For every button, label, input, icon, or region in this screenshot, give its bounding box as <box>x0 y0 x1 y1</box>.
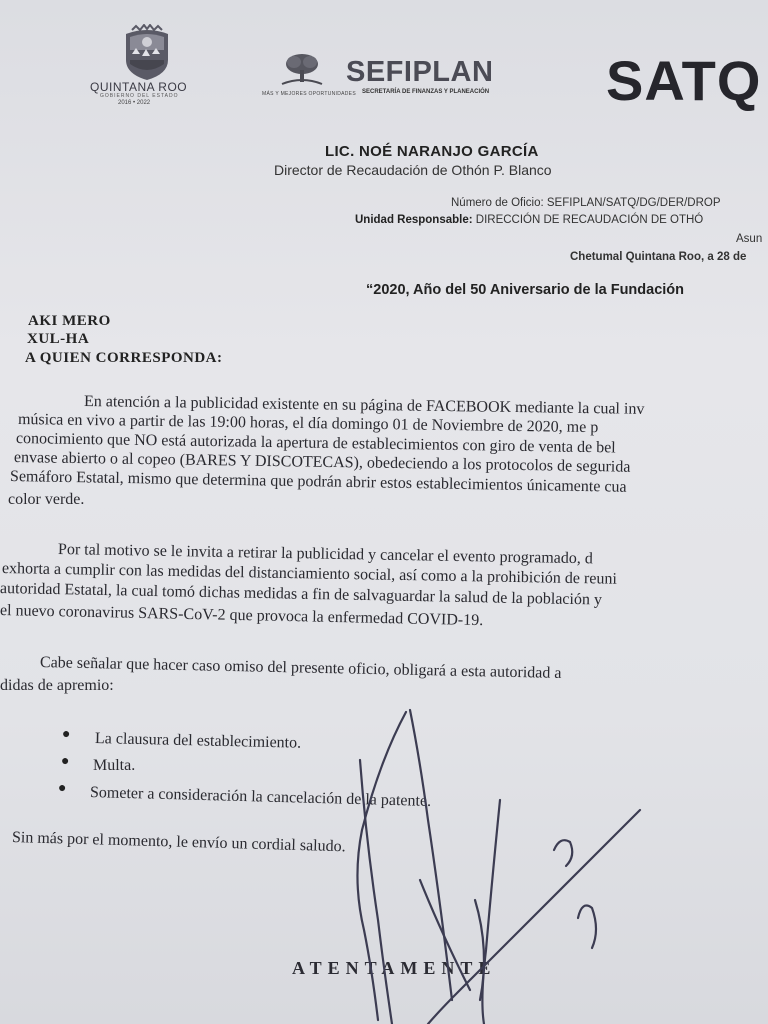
bullet-dot-icon: ● <box>58 781 67 796</box>
unidad-value: DIRECCIÓN DE RECAUDACIÓN DE OTHÓ <box>475 214 704 226</box>
year-motto: “2020, Año del 50 Aniversario de la Fundación <box>366 282 685 298</box>
recipient-line-3: A QUIEN CORRESPONDA: <box>25 350 223 366</box>
sender-title: Director de Recaudación de Othón P. Blanco <box>274 162 552 178</box>
bullet-dot-icon: ● <box>61 754 70 769</box>
p1-line-6: color verde. <box>8 491 85 508</box>
bullet-item-1: La clausura del establecimiento. <box>94 730 302 752</box>
p1-line-2: música en vivo a partir de las 19:00 horas, el día domingo 01 de Noviembre de 2020, me p <box>17 411 599 437</box>
p3-line-2: didas de apremio: <box>0 677 114 694</box>
p1-line-5: Semáforo Estatal, mismo que determina que podrán abrir estos establecimientos únicamente cua <box>9 468 627 496</box>
unidad-label: Unidad Responsable: <box>355 214 473 226</box>
p1-line-3: conocimiento que NO está autorizada la apertura de establecimientos con giro de venta de bel <box>15 430 616 457</box>
recipient-line-1: AKI MERO <box>28 313 111 329</box>
tree-logo-icon <box>276 50 328 90</box>
closing-line: Sin más por el momento, le envío un cordial saludo. <box>11 829 346 856</box>
bullet-dot-icon: ● <box>62 727 71 742</box>
p2-line-1: Por tal motivo se le invita a retirar la publicidad y cancelar el evento programado, d <box>57 541 593 568</box>
asunto-label: Asun <box>736 233 763 245</box>
place-date: Chetumal Quintana Roo, a 28 de <box>570 251 747 263</box>
state-name: QUINTANA ROO <box>90 80 188 94</box>
p3-line-1: Cabe señalar que hacer caso omiso del presente oficio, obligará a esta autoridad a <box>39 654 562 682</box>
oficio-label: Número de Oficio: <box>451 197 544 209</box>
satq-logo-text: SATQ <box>606 49 762 112</box>
p2-line-2: exhorta a cumplir con las medidas del distanciamiento social, así como a la prohibición de reuni <box>1 560 617 588</box>
bullet-item-2: Multa. <box>93 757 136 774</box>
recipient-line-2: XUL-HA <box>27 331 90 347</box>
bullet-item-3: Someter a consideración la cancelación de la patente. <box>89 784 432 810</box>
p1-line-4: envase abierto o al copeo (BARES Y DISCOTECAS), obedeciendo a los protocolos de segurida <box>13 449 631 476</box>
oficio-value: SEFIPLAN/SATQ/DG/DER/DROP <box>546 197 721 209</box>
state-tagline: GOBIERNO DEL ESTADO <box>100 93 179 99</box>
oficio-line <box>451 197 721 209</box>
tree-caption: MÁS Y MEJORES OPORTUNIDADES <box>262 91 356 97</box>
agency-subtitle: SECRETARÍA DE FINANZAS Y PLANEACIÓN <box>362 89 490 95</box>
agency-logo-text: SEFIPLAN <box>346 56 494 88</box>
unidad-line <box>355 214 703 226</box>
p2-line-3: autoridad Estatal, la cual tomó dichas medidas a fin de salvaguardar la salud de la población y <box>0 580 603 609</box>
state-years: 2016 • 2022 <box>118 100 151 106</box>
sender-name: LIC. NOÉ NARANJO GARCÍA <box>325 143 539 160</box>
p1-line-1: En atención a la publicidad existente en su página de FACEBOOK mediante la cual inv <box>83 393 645 418</box>
signoff: ATENTAMENTE <box>292 958 497 978</box>
p2-line-4: el nuevo coronavirus SARS-CoV-2 que provoca la enfermedad COVID-19. <box>0 602 484 630</box>
state-seal-icon <box>118 24 176 82</box>
